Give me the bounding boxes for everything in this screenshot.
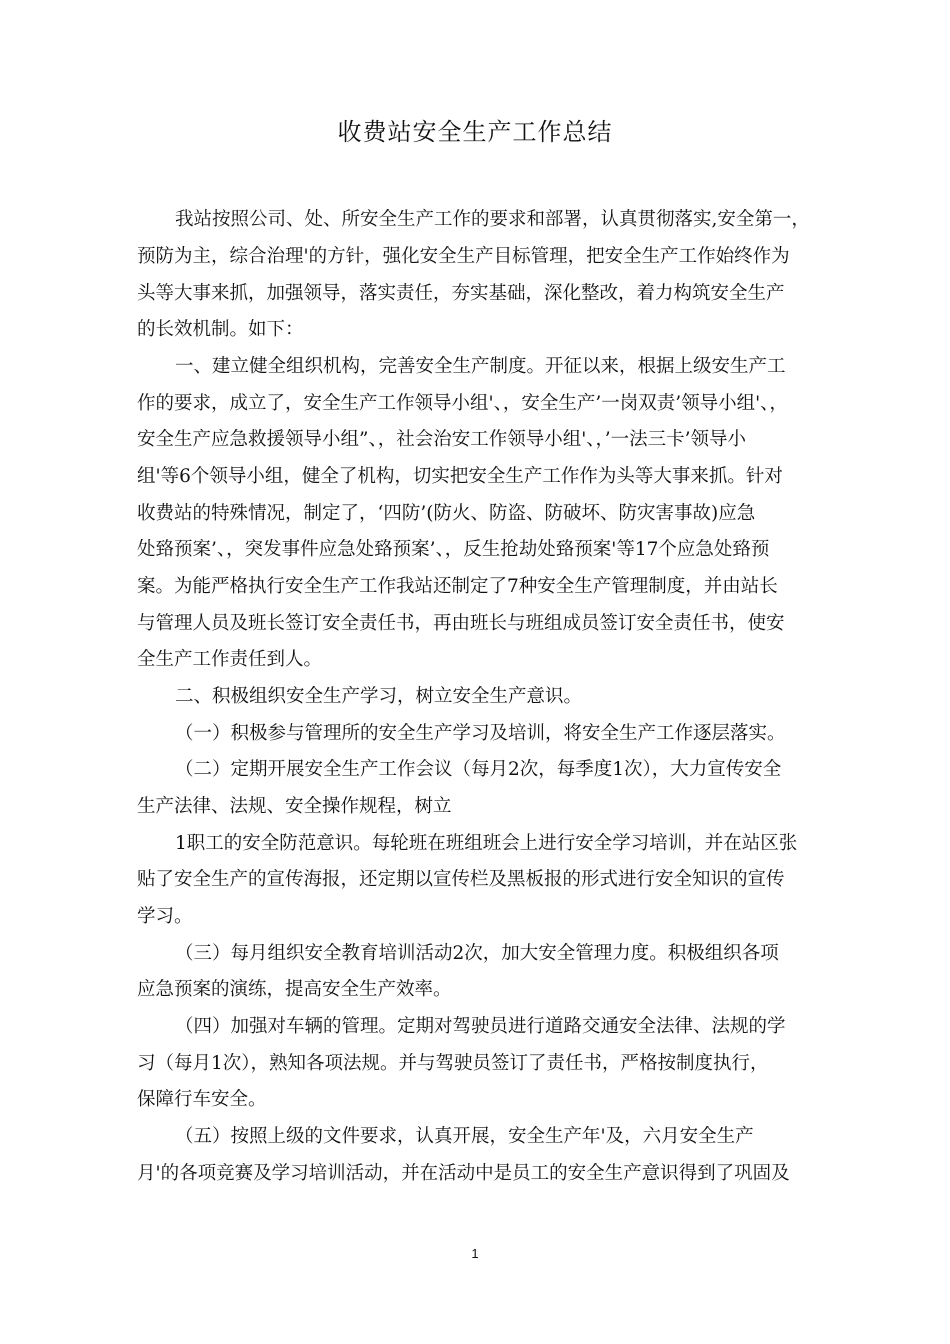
body-line: 预防为主，综合治理'的方针，强化安全生产目标管理，把安全生产工作始终作为 — [137, 246, 790, 267]
body-line: 习（每月1次），熟知各项法规。并与驾驶员签订了责任书，严格按制度执行， — [137, 1053, 769, 1074]
body-line: 作的要求，成立了，安全生产工作领导小组'、，安全生产’一岗双责’领导小组'、， — [137, 393, 788, 414]
body-line: 安全生产应急救援领导小组”、，社会治安工作领导小组'、，’一法三卡’领导小 — [137, 429, 747, 450]
body-line: 收费站的特殊情况，制定了，‘四防’(防火、防盗、防破坏、防灾害事故)应急 — [137, 503, 756, 524]
body-line: 应急预案的演练，提高安全生产效率。 — [137, 979, 452, 1000]
body-line: 贴了安全生产的宣传海报，还定期以宣传栏及黑板报的形式进行安全知识的宣传 — [137, 869, 785, 890]
page-number: 1 — [471, 1246, 479, 1261]
body-line: 1职工的安全防范意识。每轮班在班组班会上进行安全学习培训，并在站区张 — [175, 833, 798, 854]
body-line: 与管理人员及班长签订安全责任书，再由班长与班组成员签订安全责任书，使安 — [137, 613, 785, 634]
body-line: 月'的各项竞赛及学习培训活动，并在活动中是员工的安全生产意识得到了巩固及 — [137, 1163, 790, 1184]
body-line: 二、积极组织安全生产学习，树立安全生产意识。 — [175, 686, 583, 707]
body-line: 保障行车安全。 — [137, 1089, 267, 1110]
body-line: （五）按照上级的文件要求，认真开展，安全生产年'及，六月安全生产 — [175, 1126, 754, 1147]
body-line: 我站按照公司、处、所安全生产工作的要求和部署，认真贯彻落实,安全第一， — [175, 209, 810, 230]
body-line: 学习。 — [137, 906, 193, 927]
body-line: （四）加强对车辆的管理。定期对驾驶员进行道路交通安全法律、法规的学 — [175, 1016, 786, 1037]
body-line: 一、建立健全组织机构，完善安全生产制度。开征以来，根据上级安生产工 — [175, 356, 786, 377]
body-line: 组'等6个领导小组，健全了机构，切实把安全生产工作作为头等大事来抓。针对 — [137, 466, 783, 487]
body-line: 处臵预案’、，突发事件应急处臵预案’、，反生抢劫处臵预案'等17个应急处臵预 — [137, 539, 770, 560]
body-line: 案。为能严格执行安全生产工作我站还制定了7种安全生产管理制度，并由站长 — [137, 576, 778, 597]
body-line: 全生产工作责任到人。 — [137, 649, 323, 670]
body-line: 头等大事来抓，加强领导，落实责任，夯实基础，深化整改，着力构筑安全生产 — [137, 283, 785, 304]
body-line: 生产法律、法规、安全操作规程，树立 — [137, 796, 452, 817]
document-title: 收费站安全生产工作总结 — [337, 118, 613, 146]
body-line: 的长效机制。如下： — [137, 319, 304, 340]
body-line: （三）每月组织安全教育培训活动2次，加大安全管理力度。积极组织各项 — [175, 943, 779, 964]
body-line: （二）定期开展安全生产工作会议（每月2次，每季度1次），大力宣传安全 — [175, 759, 782, 780]
body-line: （一）积极参与管理所的安全生产学习及培训，将安全生产工作逐层落实。 — [175, 723, 786, 744]
